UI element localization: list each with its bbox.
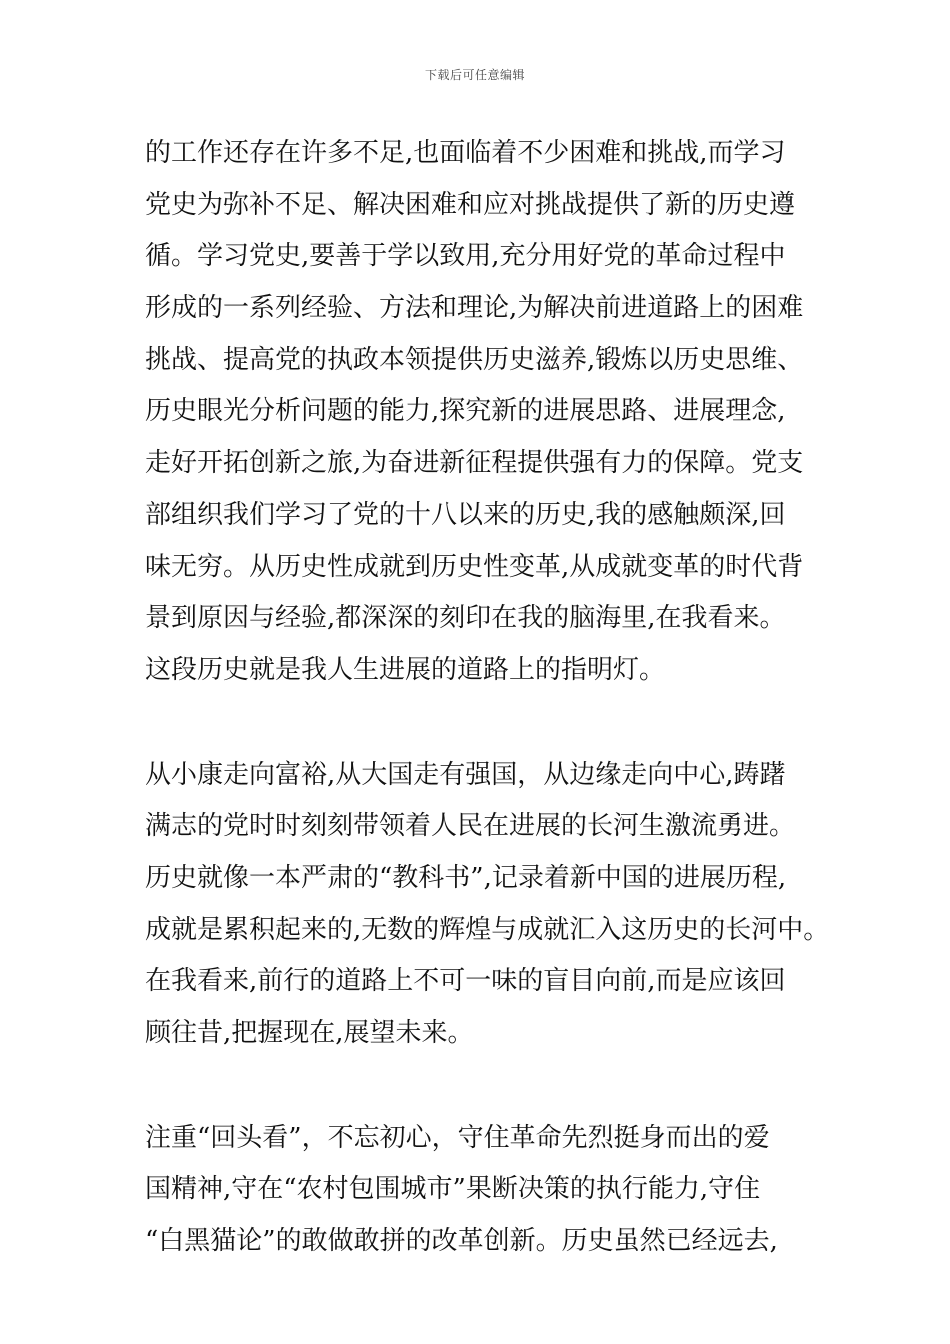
paragraph-spacer <box>145 697 825 750</box>
text-line: 国精神,守在“农村包围城市”果断决策的执行能力,守住 <box>145 1174 761 1205</box>
text-line: “白黑猫论”的敢做敢拼的改革创新。历史虽然已经远去, <box>145 1226 778 1257</box>
paragraph-3 <box>145 1113 825 1268</box>
text-line: 成就是累积起来的,无数的辉煌与成就汇入这历史的长河中。 <box>145 914 830 945</box>
text-line: 味无穷。从历史性成就到历史性变革,从成就变革的时代背 <box>145 551 804 582</box>
text-line: 历史就像一本严肃的“教科书”,记录着新中国的进展历程, <box>145 862 787 893</box>
text-line: 在我看来,前行的道路上不可一味的盲目向前,而是应该回 <box>145 966 786 997</box>
document-body <box>145 128 830 1268</box>
text-line: 这段历史就是我人生进展的道路上的指明灯。 <box>145 654 666 685</box>
text-line: 形成的一系列经验、方法和理论,为解决前进道路上的困难 <box>145 293 804 324</box>
text-line: 顾往昔,把握现在,展望未来。 <box>145 1018 474 1048</box>
text-line: 满志的党时时刻刻带领着人民在进展的长河生激流勇进。 <box>145 811 796 842</box>
text-line: 的工作还存在许多不足,也面临着不少困难和挑战,而学习 <box>145 138 786 168</box>
text-line: 挑战、提高党的执政本领提供历史滋养,锻炼以历史思维、 <box>145 344 804 375</box>
text-line: 历史眼光分析问题的能力,探究新的进展思路、进展理念, <box>145 396 786 427</box>
text-line: 景到原因与经验,都深深的刻印在我的脑海里,在我看来。 <box>145 603 786 634</box>
text-line: 循。学习党史,要善于学以致用,充分用好党的革命过程中 <box>145 241 786 272</box>
paragraph-2 <box>145 750 830 1060</box>
paragraph-spacer <box>145 1060 825 1113</box>
text-line: 党史为弥补不足、解决困难和应对挑战提供了新的历史遵 <box>145 189 796 220</box>
text-line: 从小康走向富裕,从大国走有强国，从边缘走向中心,踌躇 <box>145 759 786 790</box>
text-line: 部组织我们学习了党的十八以来的历史,我的感触颇深,回 <box>145 499 786 530</box>
paragraph-1 <box>145 128 825 697</box>
text-line: 走好开拓创新之旅,为奋进新征程提供强有力的保障。党支 <box>145 448 804 479</box>
text-line: 注重“回头看”，不忘初心，守住革命先烈挺身而出的爱 <box>145 1122 770 1153</box>
page-header: 下载后可任意编辑 <box>424 68 525 82</box>
